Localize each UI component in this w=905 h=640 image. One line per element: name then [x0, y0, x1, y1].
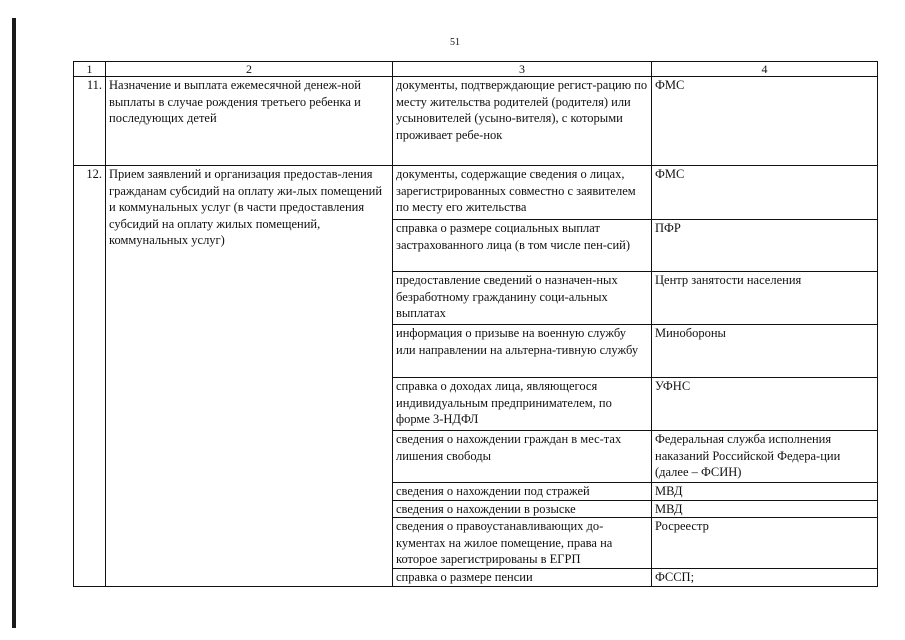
document-description: справка о доходах лица, являющегося индивидуальным предпринимателем, по форме 3-НДФЛ: [393, 378, 652, 431]
issuing-agency: МВД: [652, 500, 878, 518]
document-description: сведения о нахождении под стражей: [393, 483, 652, 501]
row-number: 12.: [74, 166, 106, 587]
column-header: 3: [393, 62, 652, 77]
scan-edge-mark: [12, 18, 16, 628]
document-description: документы, подтверждающие регист-рацию по месту жительства родителей (родителя) или усыновителей (усыно-вителя), с которыми проживает ребе-нок: [393, 77, 652, 166]
document-description: предоставление сведений о назначен-ных безработному гражданину соци-альных выплатах: [393, 272, 652, 325]
document-description: документы, содержащие сведения о лицах, зарегистрированных совместно с заявителем по месту его жительства: [393, 166, 652, 220]
table-row: [74, 166, 878, 220]
issuing-agency: УФНС: [652, 378, 878, 431]
document-description: сведения о нахождении в розыске: [393, 500, 652, 518]
document-description: сведения о правоустанавливающих до-кументах на жилое помещение, права на которое зарегистрированы в ЕГРП: [393, 518, 652, 569]
issuing-agency: Росреестр: [652, 518, 878, 569]
issuing-agency: Минобороны: [652, 325, 878, 378]
issuing-agency: Центр занятости населения: [652, 272, 878, 325]
table-row: [74, 77, 878, 166]
document-description: справка о размере социальных выплат застрахованного лица (в том числе пен-сий): [393, 220, 652, 272]
issuing-agency: ФССП;: [652, 569, 878, 587]
issuing-agency: Федеральная служба исполнения наказаний Российской Федера-ции (далее – ФСИН): [652, 431, 878, 483]
issuing-agency: ФМС: [652, 166, 878, 220]
services-table: [73, 61, 878, 587]
column-header: 4: [652, 62, 878, 77]
issuing-agency: ФМС: [652, 77, 878, 166]
row-number: 11.: [74, 77, 106, 166]
page-number: 51: [450, 37, 460, 48]
document-description: справка о размере пенсии: [393, 569, 652, 587]
document-description: сведения о нахождении граждан в мес-тах лишения свободы: [393, 431, 652, 483]
column-header: 1: [74, 62, 106, 77]
service-name: Прием заявлений и организация предостав-ления гражданам субсидий на оплату жи-лых помещений и коммунальных услуг (в части предоставления субсидий на оплату жилых помещений, коммунальных услуг): [106, 166, 393, 587]
column-header: 2: [106, 62, 393, 77]
table-header-row: [74, 62, 878, 77]
issuing-agency: МВД: [652, 483, 878, 501]
document-description: информация о призыве на военную службу или направлении на альтерна-тивную службу: [393, 325, 652, 378]
issuing-agency: ПФР: [652, 220, 878, 272]
service-name: Назначение и выплата ежемесячной денеж-ной выплаты в случае рождения третьего ребенка и последующих детей: [106, 77, 393, 166]
